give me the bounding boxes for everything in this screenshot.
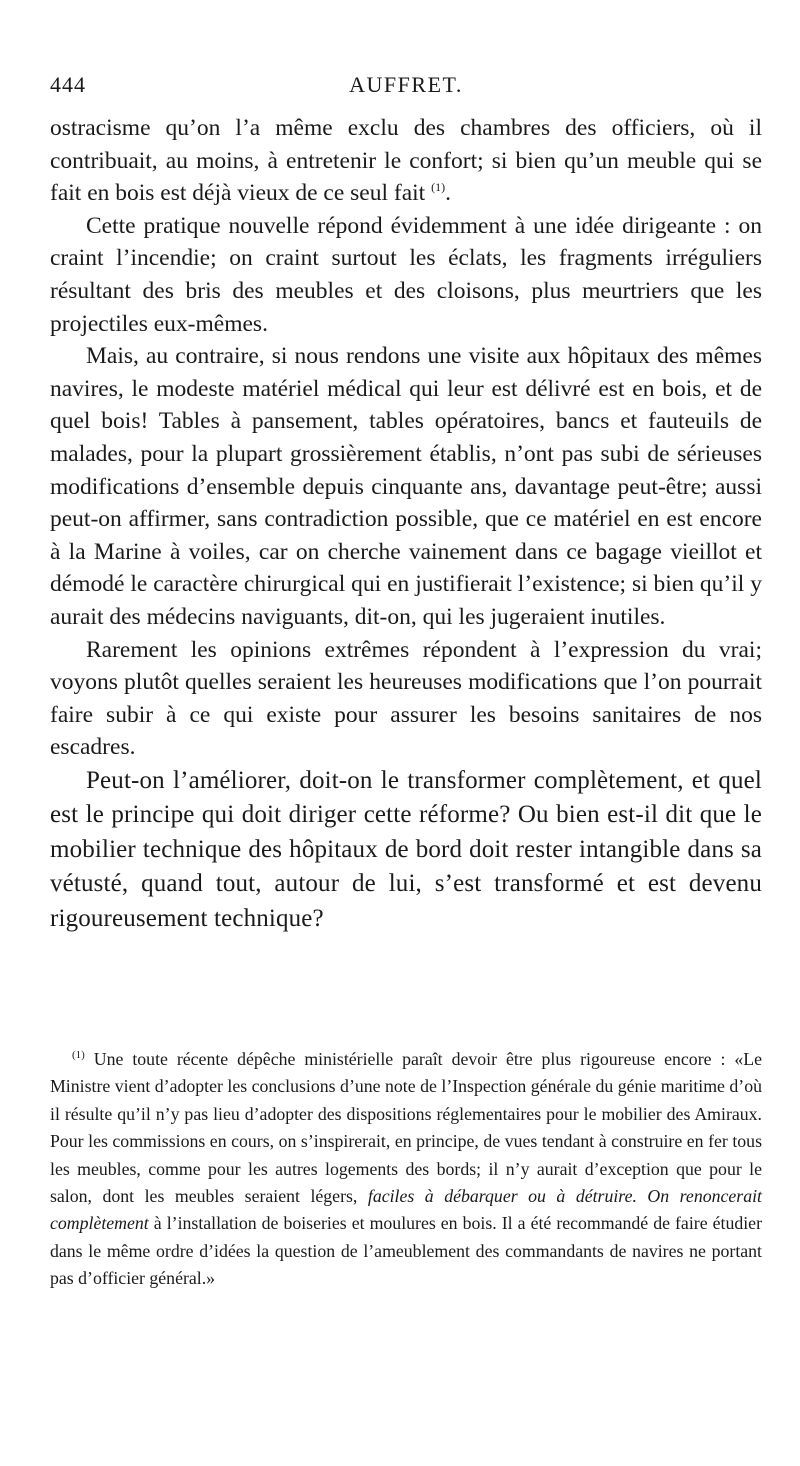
page-header <box>50 72 762 106</box>
footnote-text-italic: faciles à débarquer ou à détruire. On renoncerait complètement <box>50 1186 762 1234</box>
paragraph-3: Mais, au contraire, si nous rendons une visite aux hôpitaux des mêmes navires, le modeste matériel médical qui leur est délivré est en bois, et de quel bois! Tables à pansement, tables opératoires, bancs et fauteuils de malades, pour la plupart grossièrement établis, n’ont pas subi de sérieuses modifications d’ensemble depuis cinquante ans, davantage peut-être; aussi peut-on affirmer, sans contradiction possible, que ce matériel en est encore à la Marine à voiles, car on cherche vainement dans ce bagage vieillot et démodé le caractère chirurgical qui en justifierait l’existence; si bien qu’il y aurait des médecins naviguants, dit-on, qui les jugeraient inutiles. <box>50 343 762 630</box>
page-number: 444 <box>50 72 86 97</box>
footnote-marker: (1) <box>72 1049 85 1062</box>
footnote-section <box>50 1046 762 1293</box>
main-text <box>50 112 762 936</box>
paragraph-2: Cette pratique nouvelle répond évidemment à une idée dirigeante : on craint l’incendie; on craint surtout les éclats, les fragments irréguliers résultant des bris des meubles et des cloisons, plus meurtriers que les projectiles eux-mêmes. <box>50 212 762 337</box>
paragraph-5: Peut-on l’améliorer, doit-on le transformer complètement, et quel est le principe qui doit diriger cette réforme? Ou bien est-il dit que le mobilier technique des hôpitaux de bord doit rester intangible dans sa vétusté, quand tout, autour de lui, s’est transformé et est devenu rigoureusement technique? <box>50 766 762 932</box>
footnote <box>50 1046 762 1293</box>
paragraph-1-end: . <box>445 180 451 207</box>
footnote-reference: (1) <box>431 180 446 195</box>
footnote-text-part1: Une toute récente dépêche ministérielle paraît devoir être plus rigoureuse encore : «Le Ministre vient d’adopter les conclusions d’une note de l’Inspection générale du génie maritime d’où il résulte qu’il n’y pas lieu d’adopter des dispositions réglementaires pour le mobilier des Amiraux. Pour les commissions en cours, on s’inspirerait, en principe, de vues tendant à construire en fer tous les meubles, comme pour les autres logements des bords; il n’y aurait d’exception que pour le salon, dont les meubles seraient légers, <box>50 1049 762 1207</box>
paragraph-1 <box>50 112 762 210</box>
paragraph-1-text: ostracisme qu’on l’a même exclu des chambres des officiers, où il contribuait, au moins, à entretenir le confort; si bien qu’un meuble qui se fait en bois est déjà vieux de ce seul fait <box>50 115 762 207</box>
paragraph-4: Rarement les opinions extrêmes répondent à l’expression du vrai; voyons plutôt quelles seraient les heureuses modifications que l’on pourrait faire subir à ce qui existe pour assurer les besoins sanitaires de nos escadres. <box>50 636 762 761</box>
footnote-text-part2: à l’installation de boiseries et moulures en bois. Il a été recommandé de faire étudier dans le même ordre d’idées la question de l’ameublement des commandants de navires ne portant pas d’officier général.» <box>50 1213 762 1289</box>
running-title: AUFFRET. <box>349 72 463 97</box>
